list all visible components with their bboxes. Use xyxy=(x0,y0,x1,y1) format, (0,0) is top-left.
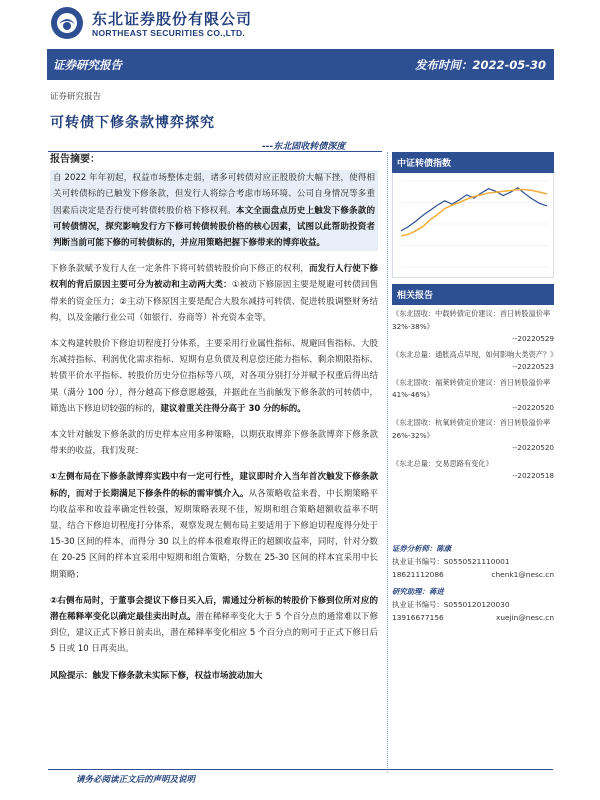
p3-text: 本文构建转股价下修迫切程度打分体系，主要采用行业属性指标、规避回售指标、大股东减持指标、利润优化需求指标、短期有息负债及利息偿还能力指标、剩余期限指标、转债平价水平指标、转股价历史分位指标等八项，对各项分别打分并赋予权重后得出结果（满分 100 分），得分越高下修意愿越强，并据此在当前触发下修条款的可转债中，筛选出下修迫切较强的标的， xyxy=(50,339,378,414)
risk-warning xyxy=(50,668,378,684)
related-report-title: 《东北固收：福莱转债定价建议：首日转股溢价率 41%-46%》 xyxy=(392,377,551,399)
body-paragraph-3 xyxy=(50,336,378,417)
analyst-license: 执业证书编号：S0550521110001 xyxy=(392,557,510,566)
assistant-license: 执业证书编号：S0550120120030 xyxy=(392,600,510,609)
body-paragraph-6 xyxy=(50,593,378,658)
summary-text: 自 2022 年年初起，权益市场整体走弱，诸多可转债对应正股股价大幅下挫，使得相关可转债标的已触发下修条款，但发行人将综合考虑市场环境、公司自身情况等多重因素后决定是否行使可转债转股价格下修权利。 xyxy=(53,173,375,216)
chart-heading: 中证转债指数 xyxy=(392,152,554,173)
brand-name-cn: 东北证券股份有限公司 xyxy=(92,10,253,28)
p2-bold: 而发行人行使下修权利的背后原因主要可分为被动和主动两大类： xyxy=(50,264,378,291)
related-report-item[interactable] xyxy=(392,458,554,483)
related-report-date: --20220518 xyxy=(512,471,554,480)
related-report-title: 《东北总量：交易思路有变化》 xyxy=(392,458,493,468)
related-reports-heading: 相关报告 xyxy=(392,284,554,305)
body-paragraph-2 xyxy=(50,261,378,326)
assistant-name: 蒋进 xyxy=(428,587,444,596)
related-reports-list xyxy=(392,308,558,483)
assistant-card xyxy=(392,585,554,624)
assistant-phone: 13916677156 xyxy=(392,613,444,622)
header-band xyxy=(47,49,554,80)
report-type: 证券研究报告 xyxy=(53,58,122,72)
related-report-title: 《东北固收：中载转债定价建议：首日转股溢价率 32%-38%》 xyxy=(392,309,551,331)
p5-text: 从各策略收益来看，中长期策略平均收益率和收益率确定性较强，短期策略表现不佳，短期和组合策略超额收益率不明显，结合下修迫切程度打分体系，观察发现左侧布局主要适用于下修迫切程度得分处于 15-30 区间的样本，而得分 30 以上的样本很难取得正的超额收益率，同时，针对分数在 20-25 区间的样本宜采用中短期和组合策略，分数在 25-30 区间的样本宜采用中长期策略； xyxy=(50,488,378,580)
risk-text: 风险提示：触发下修条款未实际下修，权益市场波动加大 xyxy=(50,670,263,681)
p6-bold: ②右侧布局时，于董事会提议下修日买入后，需通过分析标的转股价下修到位所对应的潜在稀释率变化以确定最佳卖出时点。 xyxy=(50,595,378,623)
related-report-item[interactable] xyxy=(392,349,558,374)
analyst-email-link[interactable]: chenk1@nesc.cn xyxy=(491,570,554,579)
sidebar xyxy=(392,152,558,485)
assistant-email-link[interactable]: xuejin@nesc.cn xyxy=(495,613,554,622)
assistant-role: 研究助理： xyxy=(392,587,429,596)
related-report-date: --20220529 xyxy=(512,334,554,343)
footer-disclaimer: 请务必阅读正文后的声明及说明 xyxy=(76,775,196,785)
report-body xyxy=(50,152,378,694)
index-chart xyxy=(392,173,554,278)
body-paragraph-4: 本文针对触发下修条款的历史样本应用多种策略，以期获取博弈下修条款博弈下修条款带来的收益，我们发现： xyxy=(50,430,378,457)
summary-highlight: 本文全面盘点历史上触发下修条款的可转债情况，探究影响发行方下修可转债转股价格的核心因素，试图以此帮助投资者判断当前可能下修的可转债标的，并应用策略把握下修带来的博弈收益。 xyxy=(53,205,375,249)
related-report-title: 《东北固收：杭氧转债定价建议：首日转股溢价率 26%-32%》 xyxy=(392,418,551,440)
related-report-item[interactable] xyxy=(392,377,554,415)
page-title: 可转债下修条款博弈探究 xyxy=(50,115,215,131)
summary-heading: 报告摘要： xyxy=(50,154,100,165)
p5-bold: ①左侧布局在下修条款博弈实践中有一定可行性，建议即时介入当年首次触发下修条款标的，而对于长期满足下修条件的标的需审慎介入。 xyxy=(50,472,378,499)
index-chart-svg xyxy=(393,173,553,277)
page-subtitle: ---东北固收转债深度 xyxy=(262,142,346,152)
related-report-title: 《东北总量：通胀高点早现，如何影响大类资产？》 xyxy=(392,349,558,359)
summary-paragraph xyxy=(50,170,378,251)
publish-date: 发布时间：2022-05-30 xyxy=(414,58,546,72)
analyst-role: 证券分析师： xyxy=(392,544,437,553)
brand-name-en: NORTHEAST SECURITIES CO.,LTD. xyxy=(92,28,246,38)
breadcrumb: 证券研究报告 xyxy=(50,92,102,102)
related-report-date: --20220520 xyxy=(512,443,554,452)
related-report-date: --20220520 xyxy=(512,402,554,412)
related-report-date: --20220523 xyxy=(512,362,554,371)
chart-series-line-0 xyxy=(401,188,547,231)
footer-divider xyxy=(48,769,553,770)
brand-logo-icon xyxy=(50,6,84,40)
p6-text: 潜在稀释率变化大于 5 个百分点的通常难以下修到位，建议正式下修日前卖出，潜在稀释率变化相应 5 个百分点的则可于正式下修日后 5 日或 10 日再卖出。 xyxy=(50,612,378,655)
column-divider xyxy=(387,152,388,772)
analyst-card xyxy=(392,542,554,581)
p2-text-a: 下修条款赋予发行人在一定条件下将可转债转股价向下修正的权利， xyxy=(50,264,310,275)
p2-text-b: ①被动下修原因主要是规避可转债回售带来的资金压力；②主动下修原因主要是配合大股东减持可转债、促进转股调整财务结构，以及金融行业公司（如银行、券商等）补充资本金等。 xyxy=(50,280,378,323)
analyst-section xyxy=(392,542,554,628)
body-paragraph-5 xyxy=(50,469,378,582)
p3-bold: 建议着重关注得分高于 30 分的标的。 xyxy=(160,403,306,414)
analyst-name: 陈康 xyxy=(436,544,452,553)
analyst-phone: 18621112086 xyxy=(392,570,444,579)
related-report-item[interactable] xyxy=(392,308,554,346)
chart-series-line-1 xyxy=(401,190,547,236)
related-report-item[interactable] xyxy=(392,417,554,455)
